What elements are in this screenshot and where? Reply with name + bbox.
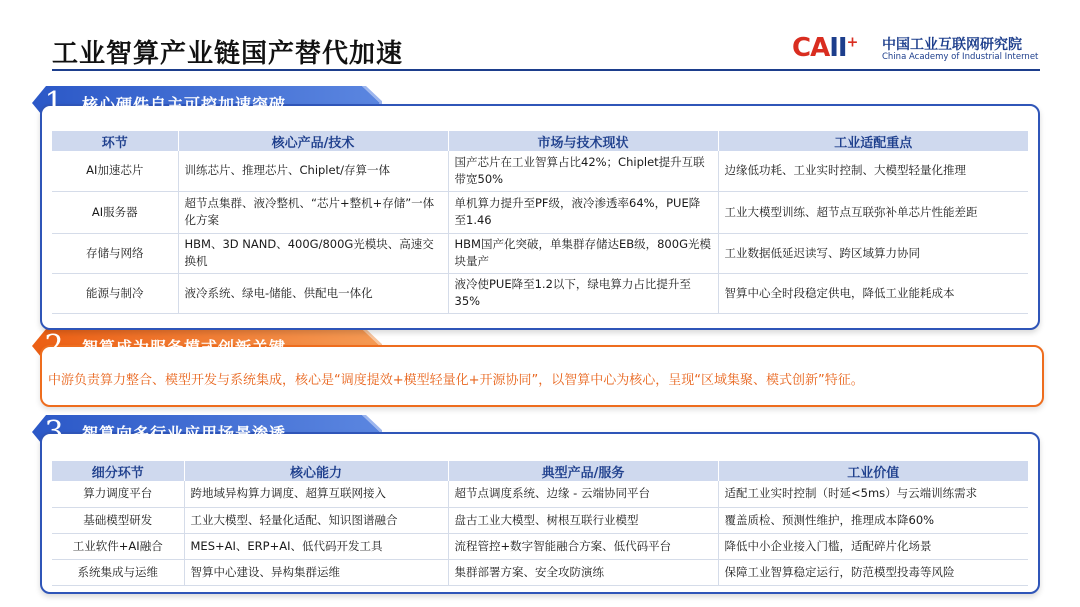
table-cell: HBM国产化突破，单集群存储达EB级，800G光模块量产 (448, 233, 718, 273)
table-cell: AI服务器 (52, 191, 178, 233)
section-2-banner (32, 329, 382, 363)
column-header: 市场与技术现状 (448, 131, 718, 151)
hardware-table (52, 131, 1028, 314)
table-cell: MES+AI、ERP+AI、低代码开发工具 (184, 533, 448, 559)
table-cell: 训练芯片、推理芯片、Chiplet/存算一体 (178, 151, 448, 191)
table-cell: 降低中小企业接入门槛，适配碎片化场景 (718, 533, 1028, 559)
table-row (52, 481, 1028, 507)
table-cell: 流程管控+数字智能融合方案、低代码平台 (448, 533, 718, 559)
table-row (52, 191, 1028, 233)
table-cell: 液冷系统、绿电-储能、供配电一体化 (178, 273, 448, 313)
table-cell: 保障工业智算稳定运行，防范模型投毒等风险 (718, 559, 1028, 585)
logo-mark-plus: + (846, 34, 858, 51)
logo-mark-ii: II (829, 33, 847, 63)
table-header-row (52, 461, 1028, 481)
caii-logo-mark (792, 33, 857, 63)
table-cell: 存储与网络 (52, 233, 178, 273)
table-row (52, 273, 1028, 313)
page-title: 工业智算产业链国产替代加速 (52, 39, 404, 69)
table-cell: 液冷使PUE降至1.2以下，绿电算力占比提升至35% (448, 273, 718, 313)
table-cell: 超节点调度系统、边缘 - 云端协同平台 (448, 481, 718, 507)
column-header: 核心产品/技术 (178, 131, 448, 151)
section-1-number: 1 (44, 85, 64, 121)
section-1-banner (32, 86, 382, 120)
table-cell: 系统集成与运维 (52, 559, 184, 585)
table-row (52, 559, 1028, 585)
logo-english-name: China Academy of Industrial Internet (882, 52, 1039, 62)
table-cell: 工业大模型、轻量化适配、知识图谱融合 (184, 507, 448, 533)
column-header: 核心能力 (184, 461, 448, 481)
table-cell: 适配工业实时控制（时延<5ms）与云端训练需求 (718, 481, 1028, 507)
column-header: 典型产品/服务 (448, 461, 718, 481)
table-row (52, 533, 1028, 559)
table-cell: 边缘低功耗、工业实时控制、大模型轻量化推理 (718, 151, 1028, 191)
section-3-heading: 智算向多行业应用场景渗透 (82, 423, 287, 443)
table-cell: 覆盖质检、预测性维护，推理成本降60% (718, 507, 1028, 533)
section-2-number: 2 (44, 328, 64, 364)
logo-chinese-name: 中国工业互联网研究院 (882, 37, 1022, 53)
table-cell: 盘古工业大模型、树根互联行业模型 (448, 507, 718, 533)
table-cell: 国产芯片在工业智算占比42%；Chiplet提升互联带宽50% (448, 151, 718, 191)
table-cell: 超节点集群、液冷整机、“芯片+整机+存储”一体化方案 (178, 191, 448, 233)
table-header-row (52, 131, 1028, 151)
logo-mark-ca: CA (792, 33, 830, 63)
section-2-heading: 智算成为服务模式创新关键 (82, 337, 287, 357)
table-row (52, 151, 1028, 191)
column-header: 工业适配重点 (718, 131, 1028, 151)
table-cell: HBM、3D NAND、400G/800G光模块、高速交换机 (178, 233, 448, 273)
column-header: 工业价值 (718, 461, 1028, 481)
section-2-description: 中游负责算力整合、模型开发与系统集成，核心是“调度提效+模型轻量化+开源协同”，以智算中心为核心，呈现“区域集聚、模式创新”特征。 (48, 373, 864, 388)
column-header: 环节 (52, 131, 178, 151)
table-cell: 智算中心建设、异构集群运维 (184, 559, 448, 585)
table-row (52, 507, 1028, 533)
table-cell: 算力调度平台 (52, 481, 184, 507)
table-cell: 基础模型研发 (52, 507, 184, 533)
section-1-heading: 核心硬件自主可控加速突破 (82, 94, 287, 114)
table-cell: AI加速芯片 (52, 151, 178, 191)
section-3-banner (32, 415, 382, 449)
table-cell: 智算中心全时段稳定供电，降低工业能耗成本 (718, 273, 1028, 313)
caii-logo (792, 33, 1042, 67)
table-cell: 单机算力提升至PF级，液冷渗透率64%，PUE降至1.46 (448, 191, 718, 233)
table-cell: 工业软件+AI融合 (52, 533, 184, 559)
title-divider (52, 69, 1040, 71)
table-cell: 跨地域异构算力调度、超算互联网接入 (184, 481, 448, 507)
table-cell: 工业大模型训练、超节点互联弥补单芯片性能差距 (718, 191, 1028, 233)
table-row (52, 233, 1028, 273)
application-table (52, 461, 1028, 586)
section-3-number: 3 (44, 414, 64, 450)
table-cell: 能源与制冷 (52, 273, 178, 313)
table-cell: 集群部署方案、安全攻防演练 (448, 559, 718, 585)
column-header: 细分环节 (52, 461, 184, 481)
table-cell: 工业数据低延迟读写、跨区域算力协同 (718, 233, 1028, 273)
